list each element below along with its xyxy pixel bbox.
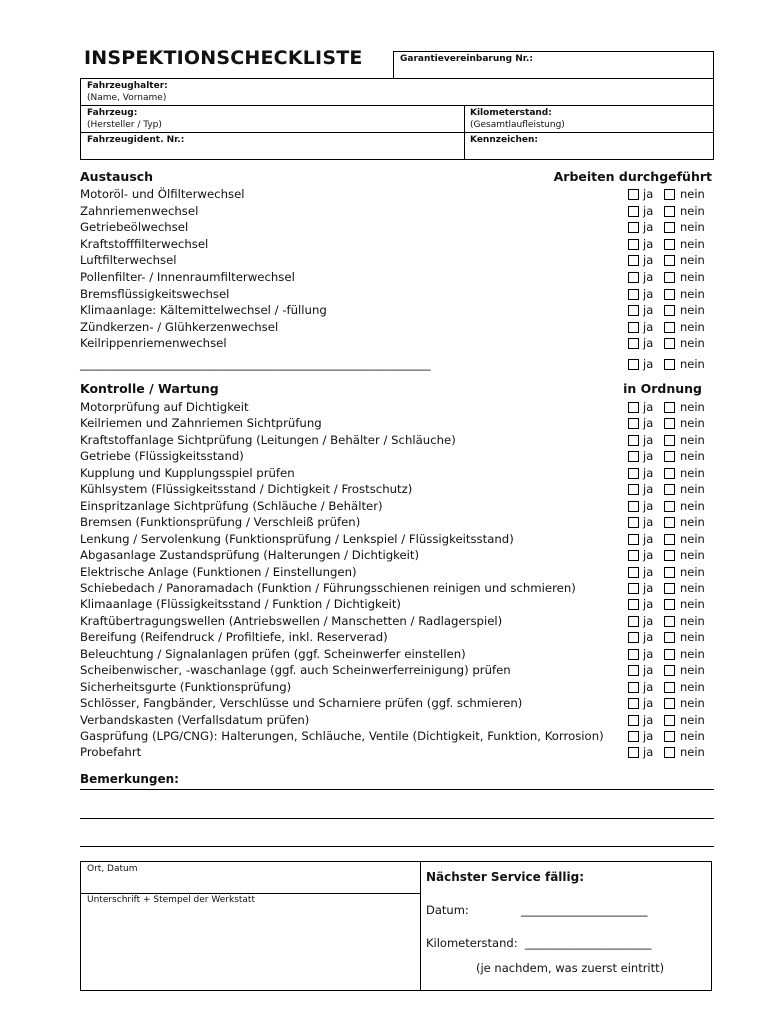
checkbox-no-label: nein — [680, 532, 705, 546]
checklist-item-label: Motorprüfung auf Dichtigkeit — [80, 400, 249, 414]
checkbox-no[interactable] — [664, 665, 675, 676]
checkbox-no[interactable] — [664, 272, 675, 283]
checkbox-yes-label: ja — [643, 449, 654, 463]
checkbox-no-label: nein — [680, 548, 705, 562]
plate-label: Kennzeichen: — [470, 135, 539, 145]
checkbox-no[interactable] — [664, 338, 675, 349]
checkbox-yes-label: ja — [643, 663, 654, 677]
checkbox-yes-label: ja — [643, 597, 654, 611]
checkbox-no[interactable] — [664, 484, 675, 495]
mileage-label: Kilometerstand: — [470, 108, 552, 118]
checklist-item-label: Schlösser, Fangbänder, Verschlüsse und Scharniere prüfen (ggf. schmieren) — [80, 696, 523, 710]
checkbox-yes[interactable] — [628, 517, 639, 528]
mileage-field[interactable] — [470, 107, 710, 131]
checkbox-no[interactable] — [664, 402, 675, 413]
checklist-item-label: Bereifung (Reifendruck / Profiltiefe, inkl. Reserverad) — [80, 630, 388, 644]
checkbox-no[interactable] — [664, 239, 675, 250]
checkbox-no-label: nein — [680, 597, 705, 611]
checkbox-no-label: nein — [680, 253, 705, 267]
next-service-date-blank[interactable]: ______________________ — [521, 903, 648, 917]
next-service-note: (je nachdem, was zuerst eintritt) — [476, 961, 665, 975]
checkbox-yes-label: ja — [643, 614, 654, 628]
checkbox-yes[interactable] — [628, 731, 639, 742]
checkbox-no-label: nein — [680, 204, 705, 218]
checkbox-no[interactable] — [664, 206, 675, 217]
checkbox-no-label: nein — [680, 270, 705, 284]
checkbox-yes[interactable] — [628, 632, 639, 643]
checkbox-no[interactable] — [664, 255, 675, 266]
checkbox-yes-label: ja — [643, 357, 654, 371]
checkbox-no[interactable] — [664, 616, 675, 627]
checkbox-yes[interactable] — [628, 484, 639, 495]
vehicle-hint: (Hersteller / Typ) — [87, 120, 162, 130]
checkbox-yes[interactable] — [628, 665, 639, 676]
checkbox-no-label: nein — [680, 680, 705, 694]
vin-field[interactable] — [87, 134, 457, 146]
checklist-item-label: Zündkerzen- / Glühkerzenwechsel — [80, 320, 279, 334]
next-service-title: Nächster Service fällig: — [426, 870, 585, 884]
checklist-item-label: Bremsen (Funktionsprüfung / Verschleiß prüfen) — [80, 515, 361, 529]
checkbox-yes[interactable] — [628, 322, 639, 333]
checkbox-yes-label: ja — [643, 565, 654, 579]
vin-label: Fahrzeugident. Nr.: — [87, 135, 185, 145]
checkbox-yes[interactable] — [628, 272, 639, 283]
document-title: INSPEKTIONSCHECKLISTE — [84, 47, 363, 69]
checkbox-no-label: nein — [680, 287, 705, 301]
checkbox-no[interactable] — [664, 305, 675, 316]
checkbox-no[interactable] — [664, 567, 675, 578]
checkbox-no[interactable] — [664, 418, 675, 429]
checkbox-yes-label: ja — [643, 270, 654, 284]
checkbox-yes[interactable] — [628, 222, 639, 233]
checkbox-no[interactable] — [664, 189, 675, 200]
checkbox-no[interactable] — [664, 698, 675, 709]
checklist-item-label: Kühlsystem (Flüssigkeitsstand / Dichtigkeit / Frostschutz) — [80, 482, 413, 496]
checkbox-no[interactable] — [664, 222, 675, 233]
checklist-item-label: Kraftstoffanlage Sichtprüfung (Leitungen / Behälter / Schläuche) — [80, 433, 456, 447]
checkbox-no-label: nein — [680, 713, 705, 727]
checkbox-yes-label: ja — [643, 287, 654, 301]
checkbox-yes[interactable] — [628, 649, 639, 660]
checkbox-yes[interactable] — [628, 468, 639, 479]
checkbox-no-label: nein — [680, 303, 705, 317]
checkbox-no[interactable] — [664, 517, 675, 528]
checklist-item-label: Klimaanlage (Flüssigkeitsstand / Funktion / Dichtigkeit) — [80, 597, 401, 611]
checkbox-yes[interactable] — [628, 698, 639, 709]
checkbox-no[interactable] — [664, 289, 675, 300]
checkbox-no[interactable] — [664, 550, 675, 561]
checkbox-yes[interactable] — [628, 305, 639, 316]
next-service-mileage-blank[interactable]: ______________________ — [525, 936, 652, 950]
owner-label: Fahrzeughalter: — [87, 81, 168, 91]
checklist-item-label: Luftfilterwechsel — [80, 253, 177, 267]
checkbox-no-label: nein — [680, 745, 705, 759]
next-service-date-label: Datum: — [426, 903, 469, 917]
checkbox-yes[interactable] — [628, 599, 639, 610]
checkbox-yes-label: ja — [643, 400, 654, 414]
checklist-item-label: Pollenfilter- / Innenraumfilterwechsel — [80, 270, 295, 284]
checkbox-yes[interactable] — [628, 402, 639, 413]
checkbox-yes-label: ja — [643, 713, 654, 727]
remarks-line-3[interactable] — [80, 846, 714, 847]
checkbox-yes-label: ja — [643, 745, 654, 759]
checkbox-yes[interactable] — [628, 550, 639, 561]
checkbox-no[interactable] — [664, 359, 675, 370]
owner-field[interactable] — [87, 80, 457, 104]
checkbox-no-label: nein — [680, 357, 705, 371]
checkbox-no[interactable] — [664, 451, 675, 462]
checklist-item-label: Bremsflüssigkeitswechsel — [80, 287, 230, 301]
checkbox-yes-label: ja — [643, 499, 654, 513]
checkbox-no[interactable] — [664, 599, 675, 610]
checkbox-yes-label: ja — [643, 548, 654, 562]
mileage-hint: (Gesamtlaufleistung) — [470, 120, 565, 130]
checklist-item-label: Getriebe (Flüssigkeitsstand) — [80, 449, 244, 463]
blank-line-item[interactable]: ____________________________________________________________ — [80, 357, 431, 371]
checkbox-yes-label: ja — [643, 237, 654, 251]
checkbox-no-label: nein — [680, 187, 705, 201]
checkbox-yes-label: ja — [643, 433, 654, 447]
checkbox-no-label: nein — [680, 565, 705, 579]
checkbox-no-label: nein — [680, 630, 705, 644]
checklist-item-label: Klimaanlage: Kältemittelwechsel / -füllung — [80, 303, 327, 317]
checklist-item-label: Scheibenwischer, -waschanlage (ggf. auch Scheinwerferreinigung) prüfen — [80, 663, 511, 677]
checkbox-yes[interactable] — [628, 255, 639, 266]
checkbox-no[interactable] — [664, 534, 675, 545]
vehicle-field[interactable] — [87, 107, 457, 131]
checklist-item-label: Lenkung / Servolenkung (Funktionsprüfung / Lenkspiel / Flüssigkeitsstand) — [80, 532, 514, 546]
checkbox-no-label: nein — [680, 696, 705, 710]
checkbox-yes-label: ja — [643, 204, 654, 218]
signature-label: Unterschrift + Stempel der Werkstatt — [87, 895, 255, 905]
exchange-section-title: Austausch — [80, 169, 154, 184]
checkbox-yes[interactable] — [628, 616, 639, 627]
checkbox-yes[interactable] — [628, 583, 639, 594]
checkbox-no-label: nein — [680, 482, 705, 496]
remarks-line-1[interactable] — [80, 789, 714, 790]
checklist-item-label: Kraftstofffilterwechsel — [80, 237, 209, 251]
checkbox-no-label: nein — [680, 515, 705, 529]
checkbox-no[interactable] — [664, 501, 675, 512]
footer-box — [80, 861, 712, 991]
checkbox-no[interactable] — [664, 632, 675, 643]
checkbox-yes-label: ja — [643, 466, 654, 480]
next-service-mileage-label: Kilometerstand: — [426, 936, 518, 950]
checklist-item-label: Verbandskasten (Verfallsdatum prüfen) — [80, 713, 310, 727]
checkbox-yes[interactable] — [628, 239, 639, 250]
checklist-item-label: Einspritzanlage Sichtprüfung (Schläuche / Behälter) — [80, 499, 383, 513]
checklist-item-label: Gasprüfung (LPG/CNG): Halterungen, Schläuche, Ventile (Dichtigkeit, Funktion, Korrosion) — [80, 729, 604, 743]
checkbox-no[interactable] — [664, 583, 675, 594]
checkbox-yes-label: ja — [643, 220, 654, 234]
checkbox-yes[interactable] — [628, 435, 639, 446]
checkbox-no-label: nein — [680, 237, 705, 251]
vehicle-info-table — [80, 78, 714, 160]
plate-field[interactable] — [470, 134, 710, 146]
checkbox-no[interactable] — [664, 649, 675, 660]
vehicle-label: Fahrzeug: — [87, 108, 138, 118]
checkbox-no-label: nein — [680, 320, 705, 334]
signature-field[interactable] — [87, 894, 407, 906]
checkbox-no-label: nein — [680, 400, 705, 414]
checkbox-yes[interactable] — [628, 567, 639, 578]
checklist-item-label: Sicherheitsgurte (Funktionsprüfung) — [80, 680, 292, 694]
checkbox-no[interactable] — [664, 322, 675, 333]
checkbox-yes[interactable] — [628, 289, 639, 300]
checkbox-yes[interactable] — [628, 189, 639, 200]
warranty-label: Garantievereinbarung Nr.: — [400, 54, 533, 64]
checkbox-yes[interactable] — [628, 206, 639, 217]
checkbox-no[interactable] — [664, 682, 675, 693]
checkbox-no-label: nein — [680, 729, 705, 743]
checkbox-yes-label: ja — [643, 647, 654, 661]
checklist-item-label: Kupplung und Kupplungsspiel prüfen — [80, 466, 295, 480]
checklist-item-label: Getriebeölwechsel — [80, 220, 189, 234]
checklist-item-label: Elektrische Anlage (Funktionen / Einstellungen) — [80, 565, 357, 579]
checkbox-yes[interactable] — [628, 451, 639, 462]
checkbox-yes[interactable] — [628, 501, 639, 512]
checkbox-no[interactable] — [664, 715, 675, 726]
checkbox-no[interactable] — [664, 435, 675, 446]
exchange-status-title: Arbeiten durchgeführt — [553, 169, 712, 184]
checkbox-yes-label: ja — [643, 581, 654, 595]
checklist-item-label: Schiebedach / Panoramadach (Funktion / Führungsschienen reinigen und schmieren) — [80, 581, 576, 595]
checklist-item-label: Abgasanlage Zustandsprüfung (Halterungen / Dichtigkeit) — [80, 548, 420, 562]
checkbox-no-label: nein — [680, 647, 705, 661]
checkbox-no-label: nein — [680, 449, 705, 463]
warranty-number-field[interactable] — [393, 51, 714, 79]
checkbox-yes-label: ja — [643, 680, 654, 694]
checkbox-no[interactable] — [664, 747, 675, 758]
checkbox-yes-label: ja — [643, 729, 654, 743]
checkbox-yes-label: ja — [643, 630, 654, 644]
checklist-item-label: Keilriemen und Zahnriemen Sichtprüfung — [80, 416, 322, 430]
place-date-field[interactable] — [87, 863, 407, 875]
checkbox-yes[interactable] — [628, 747, 639, 758]
remarks-title: Bemerkungen: — [80, 772, 179, 786]
checkbox-no-label: nein — [680, 614, 705, 628]
checkbox-yes[interactable] — [628, 359, 639, 370]
owner-hint: (Name, Vorname) — [87, 93, 167, 103]
remarks-line-2[interactable] — [80, 818, 714, 819]
checkbox-yes-label: ja — [643, 253, 654, 267]
checkbox-yes-label: ja — [643, 696, 654, 710]
checkbox-no-label: nein — [680, 466, 705, 480]
place-date-label: Ort, Datum — [87, 864, 138, 874]
checkbox-no-label: nein — [680, 416, 705, 430]
checkbox-no-label: nein — [680, 581, 705, 595]
inspection-status-title: in Ordnung — [623, 381, 702, 396]
inspection-section-title: Kontrolle / Wartung — [80, 381, 219, 396]
checkbox-yes-label: ja — [643, 532, 654, 546]
checklist-item-label: Zahnriemenwechsel — [80, 204, 199, 218]
checkbox-yes-label: ja — [643, 416, 654, 430]
checkbox-no[interactable] — [664, 468, 675, 479]
checkbox-no-label: nein — [680, 499, 705, 513]
checkbox-yes-label: ja — [643, 303, 654, 317]
checklist-item-label: Keilrippenriemenwechsel — [80, 336, 227, 350]
checkbox-no-label: nein — [680, 663, 705, 677]
checkbox-yes-label: ja — [643, 482, 654, 496]
checkbox-yes-label: ja — [643, 320, 654, 334]
checkbox-yes[interactable] — [628, 534, 639, 545]
checkbox-yes[interactable] — [628, 715, 639, 726]
checkbox-yes[interactable] — [628, 682, 639, 693]
checklist-item-label: Motoröl- und Ölfilterwechsel — [80, 187, 245, 201]
checkbox-yes-label: ja — [643, 336, 654, 350]
checkbox-yes[interactable] — [628, 338, 639, 349]
checkbox-no-label: nein — [680, 433, 705, 447]
checkbox-yes[interactable] — [628, 418, 639, 429]
checklist-item-label: Kraftübertragungswellen (Antriebswellen / Manschetten / Radlagerspiel) — [80, 614, 503, 628]
checkbox-yes-label: ja — [643, 515, 654, 529]
checklist-item-label: Beleuchtung / Signalanlagen prüfen (ggf. Scheinwerfer einstellen) — [80, 647, 466, 661]
checkbox-no-label: nein — [680, 220, 705, 234]
checklist-item-label: Probefahrt — [80, 745, 142, 759]
checkbox-no-label: nein — [680, 336, 705, 350]
checkbox-no[interactable] — [664, 731, 675, 742]
checkbox-yes-label: ja — [643, 187, 654, 201]
